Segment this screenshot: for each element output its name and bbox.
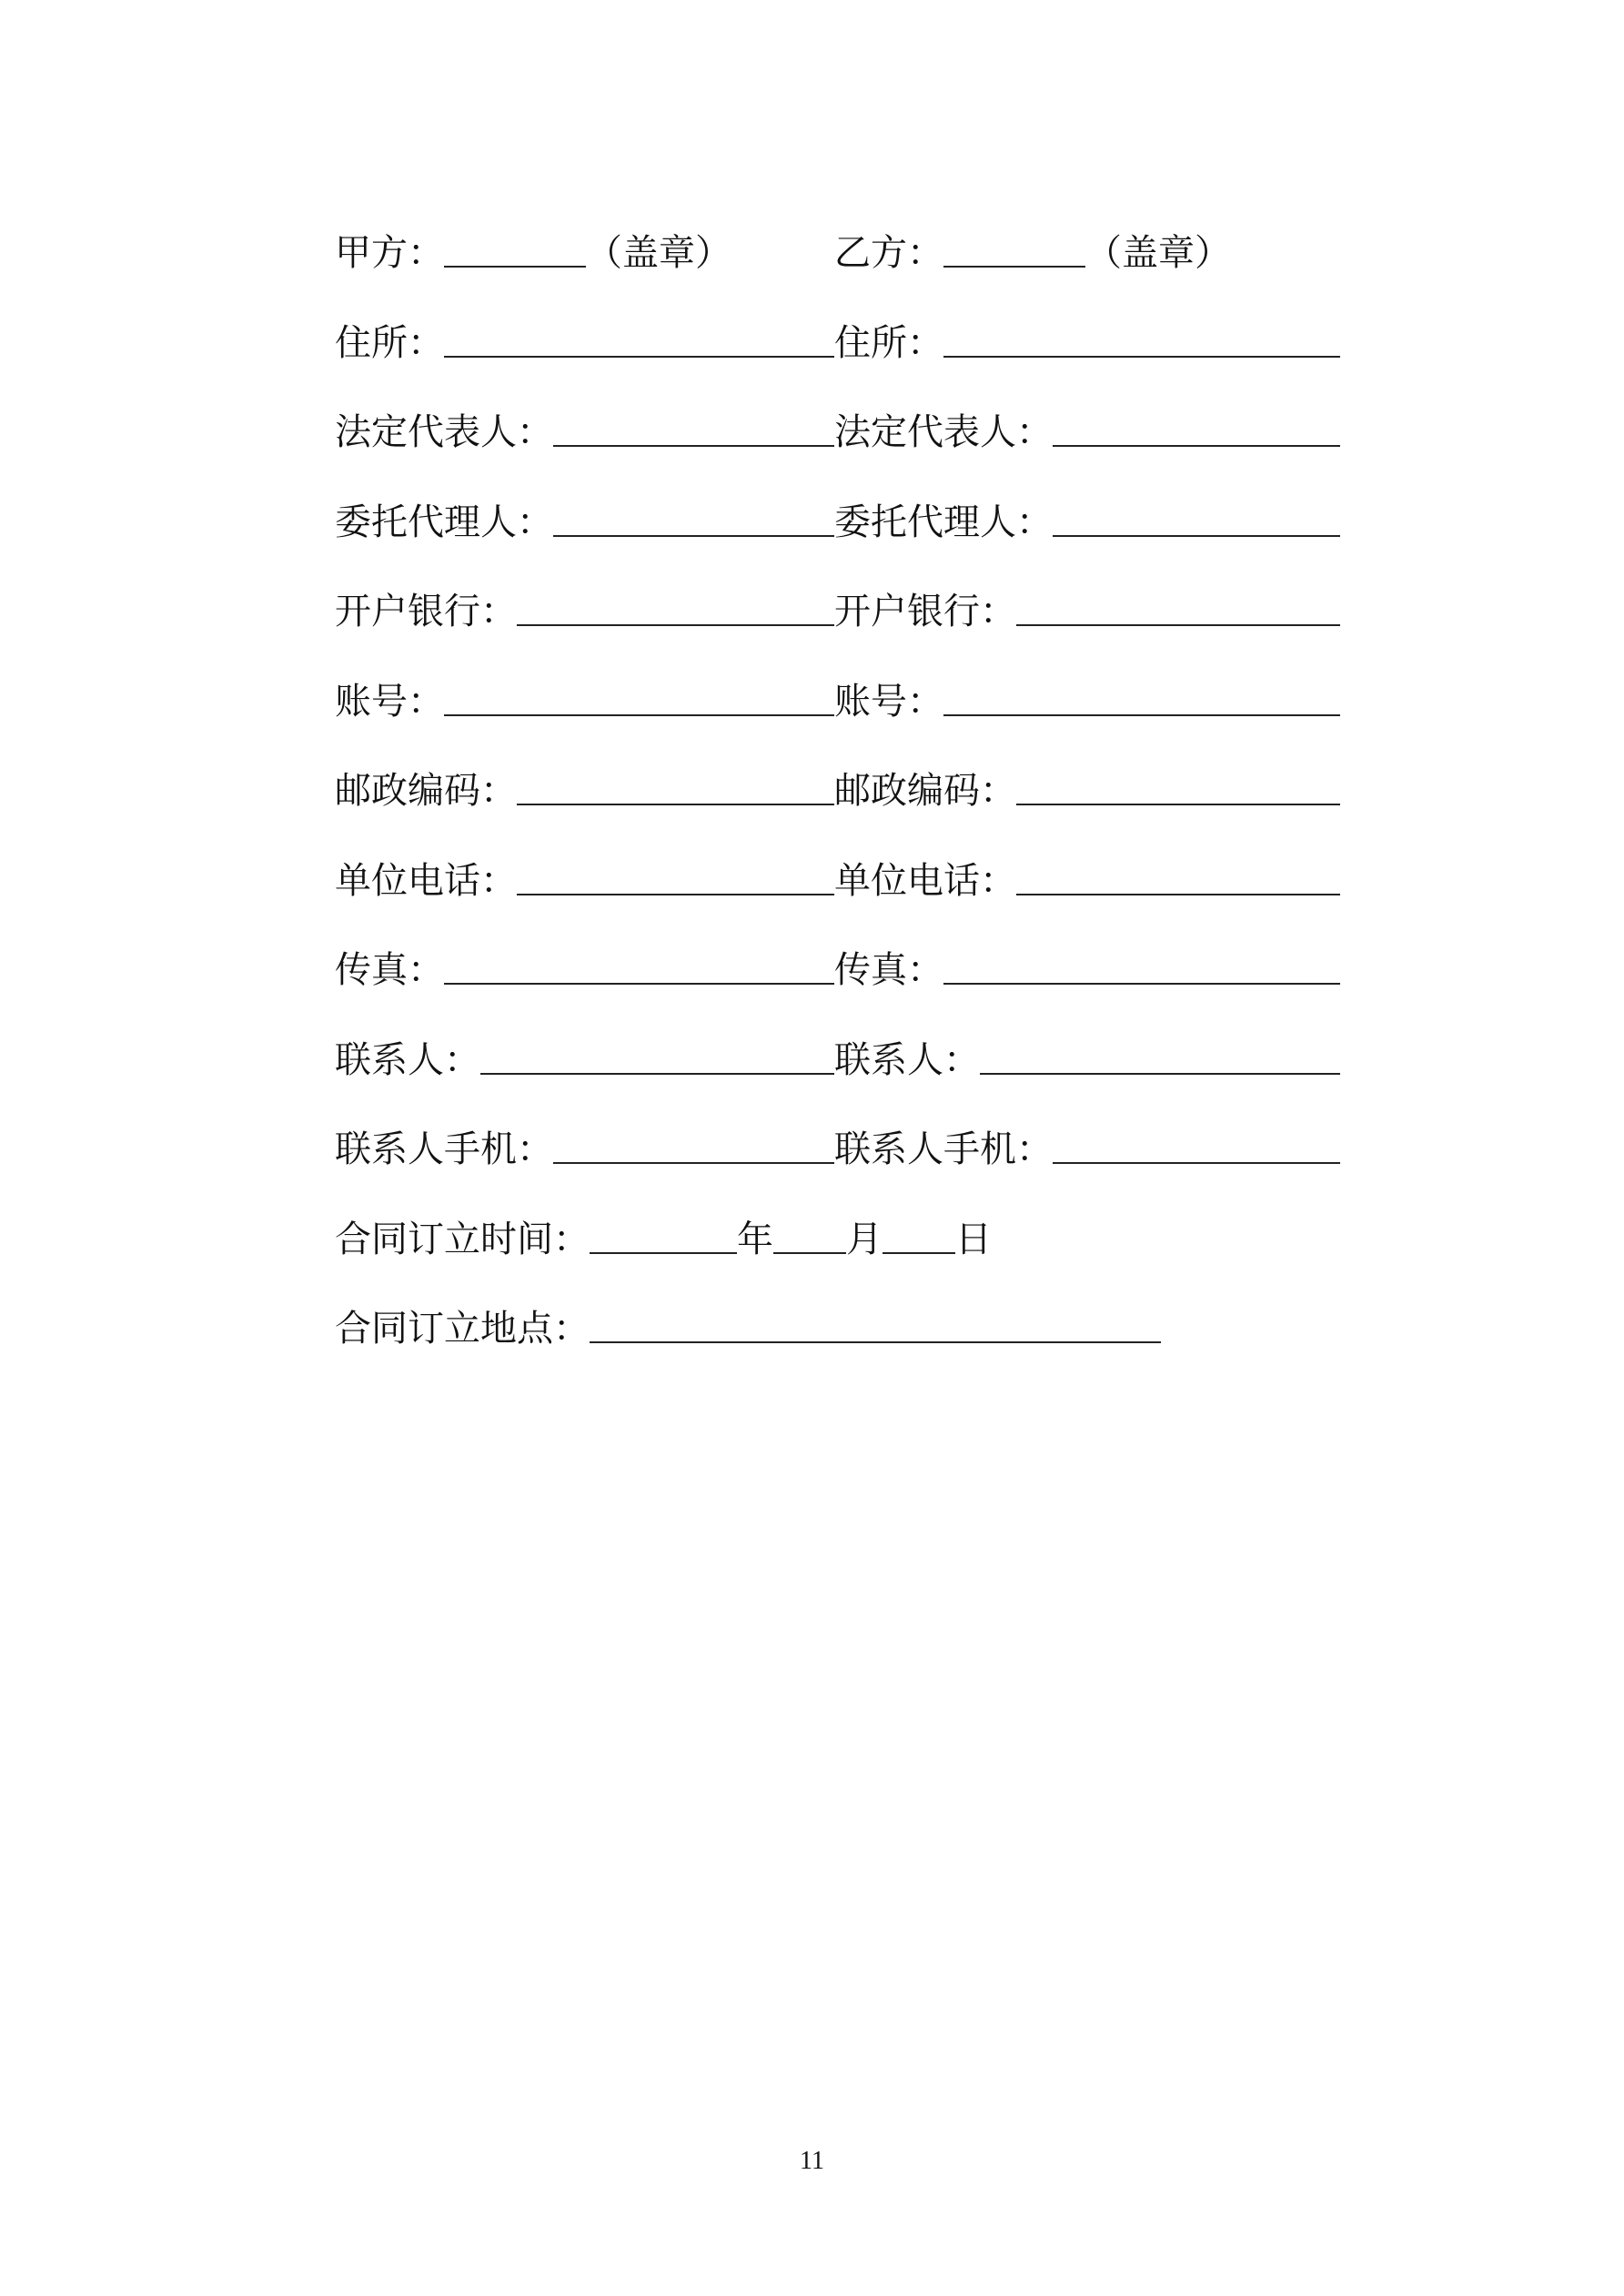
field-label: 联系人手机： [834,1128,1053,1170]
bank-row [335,584,1340,674]
field-label: 委托代理人： [335,501,553,543]
party-a-field [335,943,834,997]
party-a-field [335,405,834,460]
field-blank[interactable] [980,1073,1340,1075]
field-label: 开户银行： [335,591,517,632]
party-b-field [834,405,1340,460]
party-row [335,226,1340,316]
contact-row [335,1033,1340,1123]
field-blank[interactable] [1016,894,1340,895]
field-blank[interactable] [1016,804,1340,805]
field-blank[interactable] [1053,1162,1340,1164]
party-a-field [335,764,834,818]
field-label: 法定代表人： [834,411,1053,453]
field-blank[interactable] [444,983,834,985]
field-blank[interactable] [553,445,834,447]
party-b-label: 乙方： [834,232,943,274]
field-blank[interactable] [480,1073,834,1075]
phone-row [335,854,1340,944]
field-blank[interactable] [553,535,834,537]
signing-date-row [335,1212,1340,1302]
party-a-field [335,854,834,908]
field-label: 委托代理人： [834,501,1053,543]
field-blank[interactable] [553,1162,834,1164]
postal-code-row [335,764,1340,854]
field-label: 单位电话： [834,859,1016,902]
party-b-field [834,1122,1340,1177]
party-b-field [834,1033,1340,1087]
party-b-field [834,764,1340,818]
field-label: 开户银行： [834,591,1016,632]
signing-place [335,1301,1340,1356]
field-label: 传真： [834,949,943,991]
field-blank[interactable] [517,624,834,626]
field-blank[interactable] [517,804,834,805]
day-label: 日 [955,1218,992,1260]
party-a-label: 甲方： [335,232,444,274]
party-b-field [834,316,1340,370]
page-number: 11 [800,2147,824,2175]
field-blank[interactable] [943,714,1340,716]
field-label: 联系人： [335,1038,480,1081]
field-blank[interactable] [1016,624,1340,626]
field-label: 住所： [335,321,444,364]
party-b-field [834,495,1340,550]
account-row [335,674,1340,764]
field-label: 住所： [834,321,943,364]
field-blank[interactable] [444,714,834,716]
field-label: 传真： [335,949,444,991]
field-label: 联系人手机： [335,1128,553,1170]
party-a-field [335,316,834,370]
authorized-agent-row [335,495,1340,585]
party-a [335,226,834,280]
month-label: 月 [846,1218,883,1260]
party-b-field [834,943,1340,997]
field-blank[interactable] [517,894,834,895]
signing-date [335,1212,1340,1267]
field-label: 邮政编码： [834,770,1016,812]
year-label: 年 [737,1218,773,1260]
field-blank[interactable] [943,356,1340,358]
party-a-seal: （盖章） [586,232,731,274]
signing-place-label: 合同订立地点： [335,1308,590,1350]
party-a-field [335,674,834,729]
field-blank[interactable] [444,356,834,358]
party-b [834,226,1340,280]
party-b-seal: （盖章） [1085,232,1231,274]
address-row [335,316,1340,406]
signing-date-label: 合同订立时间： [335,1218,590,1260]
field-blank[interactable] [1053,535,1340,537]
field-label: 账号： [834,680,943,723]
party-a-field [335,1033,834,1087]
signature-block [335,226,1340,1391]
party-a-field [335,495,834,550]
field-label: 单位电话： [335,859,517,902]
party-b-field [834,674,1340,729]
fax-row [335,943,1340,1033]
signing-place-blank[interactable] [590,1341,1161,1343]
year-blank[interactable] [590,1252,737,1254]
field-blank[interactable] [943,983,1340,985]
legal-representative-row [335,405,1340,495]
party-a-blank[interactable] [444,266,586,268]
field-label: 邮政编码： [335,770,517,812]
day-blank[interactable] [883,1252,955,1254]
party-b-field [834,854,1340,908]
field-label: 账号： [335,680,444,723]
party-b-blank[interactable] [943,266,1085,268]
contact-mobile-row [335,1122,1340,1212]
field-label: 法定代表人： [335,411,553,453]
party-a-field [335,1122,834,1177]
party-a-field [335,584,834,639]
party-b-field [834,584,1340,639]
field-blank[interactable] [1053,445,1340,447]
month-blank[interactable] [773,1252,846,1254]
signing-place-row [335,1301,1340,1391]
field-label: 联系人： [834,1038,980,1081]
